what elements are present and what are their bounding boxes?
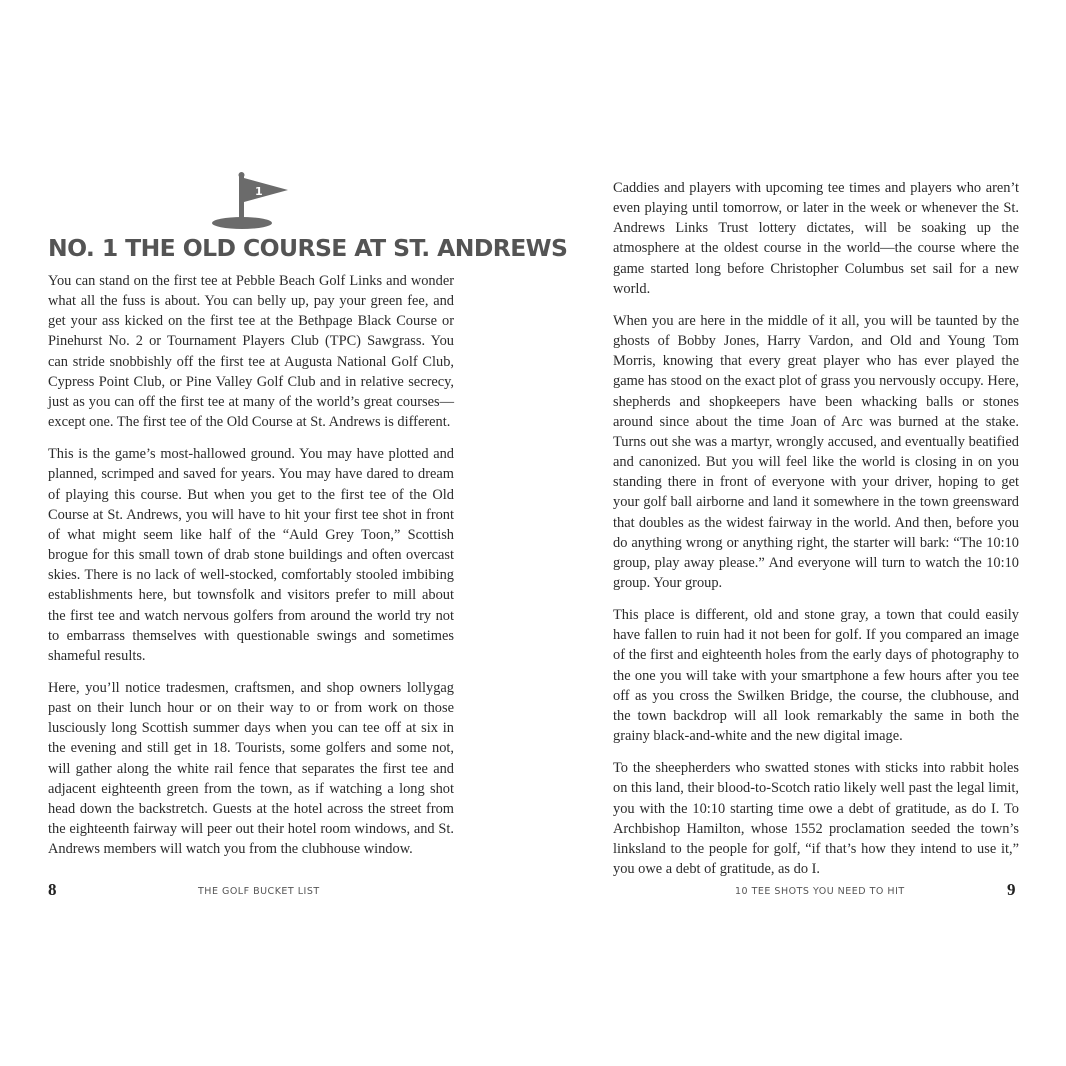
paragraph: To the sheepherders who swatted stones with sticks into rabbit holes on this land, their blood-to-Scotch ratio likely well past the legal limit, you with the 10:10 starting time owe a debt of gratitude, as do I. To Archbishop Hamilton, whose 1552 proclamation seeded the town’s linksland to the people for golf, “if that’s how they intend to use it,” you owe a debt of gratitude, as do I. (613, 760, 1019, 877)
paragraph: Here, you’ll notice tradesmen, craftsmen, and shop owners lollygag past on their lunch hour or on their way to or from work on those lusciously long Scottish summer days when you can tee off at six in the evening and still get in 18. Tourists, some golfers and some not, will gather along the white rail fence that separates the first tee and adjacent eighteenth green from the town, as if watching a long shot head down the backstretch. Guests at the hotel across the street from the eighteenth fairway will peer out their hotel room windows, and St. Andrews members will watch you from the clubhouse window. (48, 679, 454, 858)
paragraph: This place is different, old and stone gray, a town that could easily have fallen to ruin had it not been for golf. If you compared an image of the first and eighteenth holes from the early days of photography to the one you will take with your smartphone a few hours after you tee off as you cross the Swilken Bridge, the course, the clubhouse, and the town backdrop will all look remarkably the same in both the grainy black-and-white and the new digital image. (613, 607, 1019, 745)
running-head: 10 TEE SHOTS YOU NEED TO HIT (735, 886, 905, 897)
flag-number: 1 (255, 185, 263, 198)
page-number: 8 (48, 880, 57, 899)
paragraph: When you are here in the middle of it all, you will be taunted by the ghosts of Bobby Jones, Harry Vardon, and Old and Young Tom Morris, knowing that every great player who has ever played the game has stood on the exact plot of grass you nervously occupy. Here, shepherds and shopkeepers have been whacking balls or stones around since about the time Joan of Arc was burned at the stake. Turns out she was a martyr, wrongly accused, and eventually beatified and canonized. But you will feel like the world is closing in on you standing there in front of everyone with your driver, hoping to get your golf ball airborne and land it somewhere in the town greensward that doubles as the widest fairway in the world. And then, before you do anything wrong or anything right, the starter will bark: “The 10:10 group, play away please.” And everyone will turn to watch the 10:10 group. Your group. (613, 312, 1019, 591)
page-number: 9 (1007, 880, 1016, 899)
paragraph: You can stand on the first tee at Pebble Beach Golf Links and wonder what all the fuss is about. You can belly up, pay your green fee, and get your ass kicked on the first tee at the Bethpage Black Course or Pinehurst No. 2 or Tournament Players Club (TPC) Sawgrass. You can stride snobbishly off the first tee at Augusta National Golf Club, Cypress Point Club, or Pine Valley Golf Club and in relative secrecy, just as you can off the first tee at many of the world’s great courses—except one. The first tee of the Old Course at St. Andrews is different. (48, 273, 454, 431)
paragraph: This is the game’s most-hallowed ground. You may have plotted and planned, scrimped and saved for years. You may have dared to dream of playing this course. But when you get to the first tee of the Old Course at St. Andrews, you will have to hit your first tee shot in front of what might seem like half of the “Auld Grey Toon,” Scottish brogue for this small town of drab stone buildings and often overcast skies. There is no lack of well-stocked, comfortably stooled imbibing establishments here, but townsfolk and visitors prefer to mill about the first tee and watch nervous golfers from around the world try not to embarrass themselves with questionable swings and sometimes shameful results. (48, 446, 454, 664)
right-page (533, 0, 1066, 1066)
golf-flag-icon (212, 172, 292, 232)
chapter-title: NO. 1 THE OLD COURSE AT ST. ANDREWS (48, 234, 568, 262)
left-body-text (48, 271, 454, 871)
right-body-text (613, 178, 1019, 891)
paragraph: Caddies and players with upcoming tee times and players who aren’t even playing until tomorrow, or later in the week or whenever the St. Andrews Links Trust lottery dictates, will be soaking up the atmosphere at the oldest course in the world—the course where the game started long before Christopher Columbus set sail for a new world. (613, 180, 1019, 297)
running-head: THE GOLF BUCKET LIST (198, 886, 320, 897)
